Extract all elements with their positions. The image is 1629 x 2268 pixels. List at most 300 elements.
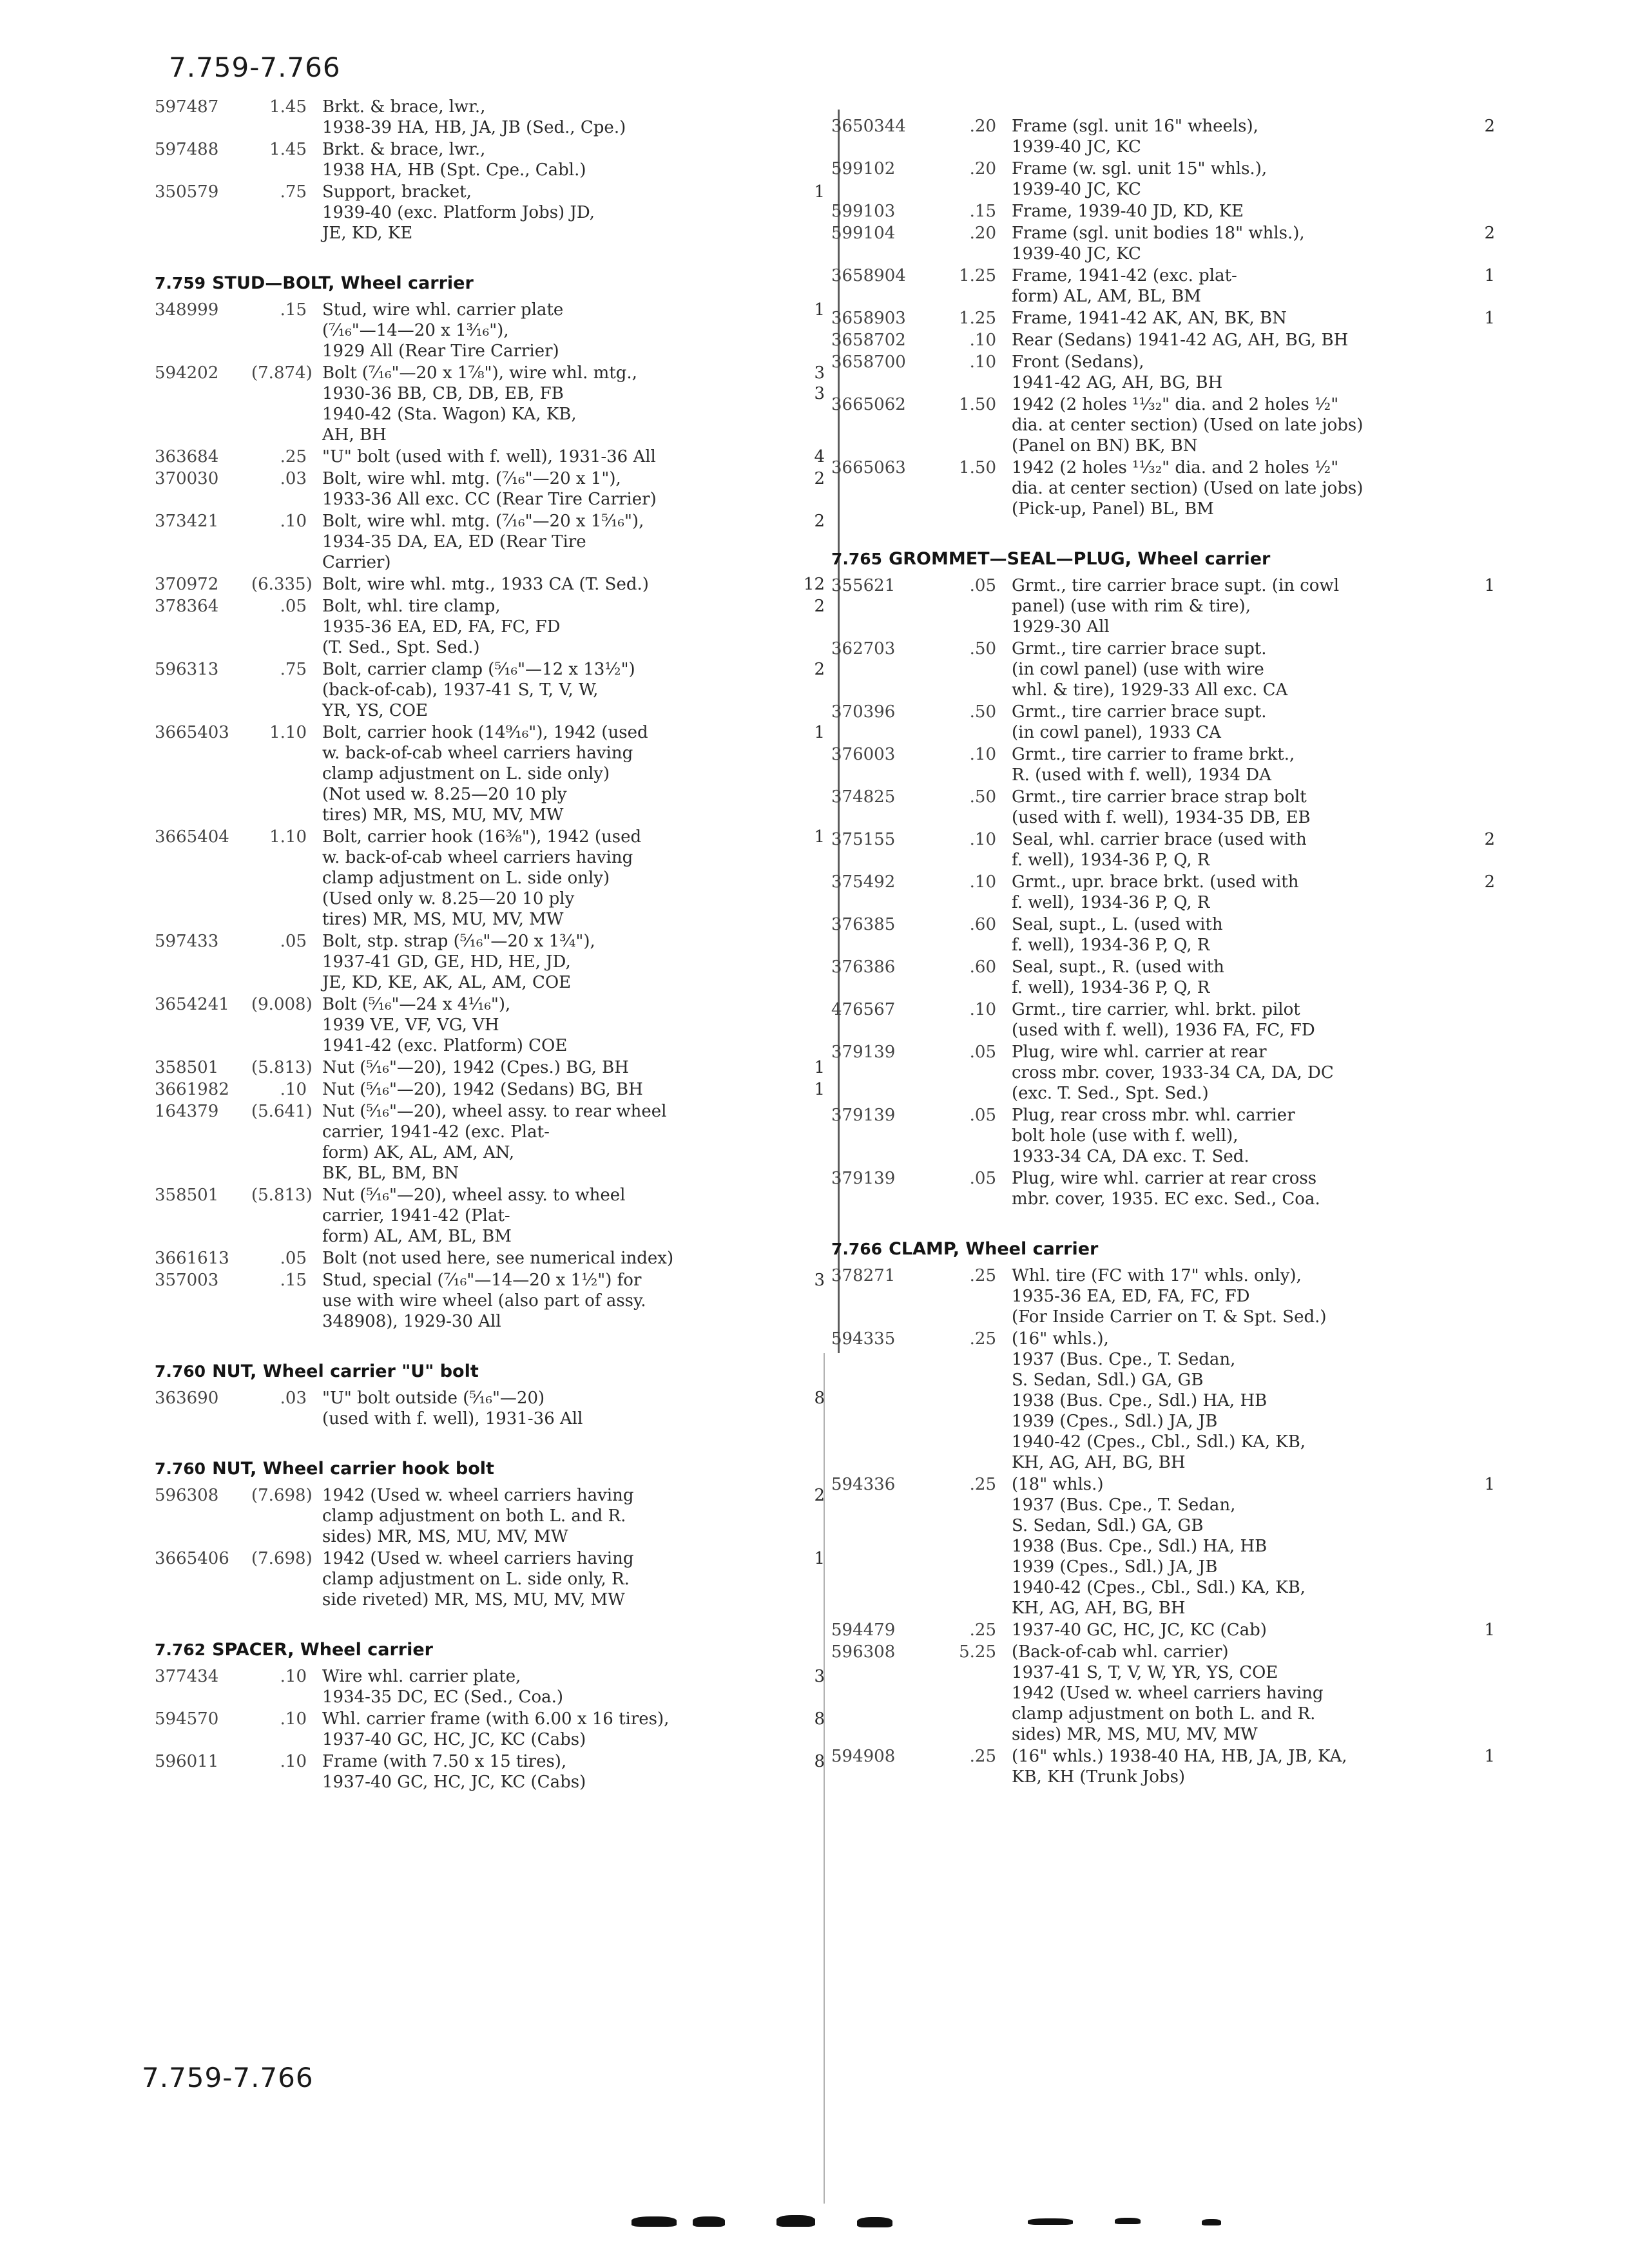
part-description: Frame, 1941-42 (exc. plat- form) AL, AM, BL, BM xyxy=(1012,266,1237,306)
part-price: .25 xyxy=(280,447,307,466)
part-number: 376386 xyxy=(831,957,896,977)
part-description: Brkt. & brace, lwr., 1938 HA, HB (Spt. Cpe., Cabl.) xyxy=(322,140,586,180)
part-quantity xyxy=(1469,1265,1495,1327)
part-description: Grmt., upr. brace brkt. (used with f. well), 1934-36 P, Q, R xyxy=(1012,872,1299,912)
section-heading xyxy=(155,1361,825,1381)
part-quantity xyxy=(1469,1329,1495,1473)
ink-blot xyxy=(1115,2218,1141,2224)
part-number: 594570 xyxy=(155,1709,219,1729)
part-entry xyxy=(155,827,825,930)
part-description: Plug, wire whl. carrier at rear cross mbr. cover, 1935. EC exc. Sed., Coa. xyxy=(1012,1169,1320,1209)
part-price: 1.45 xyxy=(269,97,307,117)
part-quantity: 2 xyxy=(1484,224,1495,243)
part-entry xyxy=(155,139,825,180)
part-entry xyxy=(155,659,825,721)
part-number: 594336 xyxy=(831,1475,896,1494)
part-number: 596308 xyxy=(831,1642,896,1662)
part-number: 3665404 xyxy=(155,827,229,847)
ink-blot xyxy=(1202,2219,1221,2225)
section-heading xyxy=(831,1239,1495,1259)
part-description: Bolt (⁷⁄₁₆"—20 x 1⁷⁄₈"), wire whl. mtg., 1930-36 BB, CB, DB, EB, FB 1940-42 (Sta. Wagon) KA, KB, AH, BH xyxy=(322,363,637,445)
part-number: 376003 xyxy=(831,745,896,764)
part-number: 3661982 xyxy=(155,1080,229,1099)
part-description: Bolt, carrier hook (14⁹⁄₁₆"), 1942 (used w. back-of-cab wheel carriers having clamp adjustment on L. side only) (Not used w. 8.25—20 10 ply tires) MR, MS, MU, MV, MW xyxy=(322,723,648,825)
part-description: Stud, wire whl. carrier plate (⁷⁄₁₆"—14—20 x 1³⁄₁₆"), 1929 All (Rear Tire Carrier) xyxy=(322,300,564,361)
part-number: 599102 xyxy=(831,159,896,178)
part-description: (16" whls.) 1938-40 HA, HB, JA, JB, KA, KB, KH (Trunk Jobs) xyxy=(1012,1747,1347,1787)
part-quantity: 3 xyxy=(814,1271,825,1290)
part-quantity xyxy=(1469,1042,1495,1104)
part-entry xyxy=(831,639,1495,700)
part-price: .05 xyxy=(969,1043,996,1062)
part-quantity xyxy=(802,1248,825,1269)
part-description: Frame, 1939-40 JD, KD, KE xyxy=(1012,202,1244,221)
part-quantity: 1 xyxy=(814,300,825,320)
part-quantity: 1 xyxy=(814,182,825,202)
part-description: "U" bolt (used with f. well), 1931-36 All xyxy=(322,447,656,466)
part-quantity: 1 xyxy=(1484,576,1495,595)
section-title: NUT, Wheel carrier hook bolt xyxy=(212,1459,494,1479)
part-price: 1.25 xyxy=(959,309,996,328)
part-number: 355621 xyxy=(831,576,896,595)
part-quantity xyxy=(1469,957,1495,998)
part-price: 1.45 xyxy=(269,140,307,159)
part-description: 1942 (Used w. wheel carriers having clamp adjustment on L. side only, R. side riveted) MR, MS, MU, MV, MW xyxy=(322,1549,634,1610)
part-price: .10 xyxy=(280,512,307,531)
part-price: .20 xyxy=(969,224,996,243)
part-price: .05 xyxy=(969,1169,996,1188)
part-price: .03 xyxy=(280,469,307,488)
part-quantity: 1 xyxy=(814,723,825,742)
part-price: .20 xyxy=(969,159,996,178)
part-price: .10 xyxy=(280,1709,307,1729)
left-column xyxy=(155,97,825,1794)
part-price: .25 xyxy=(969,1329,996,1349)
part-price: .25 xyxy=(969,1747,996,1766)
part-quantity xyxy=(1469,1105,1495,1167)
part-quantity xyxy=(802,994,825,1056)
part-quantity xyxy=(1469,201,1495,222)
part-description: Grmt., tire carrier brace supt. (in cowl panel) (use with rim & tire), 1929-30 All xyxy=(1012,576,1340,637)
part-price: .10 xyxy=(969,1000,996,1019)
part-entry xyxy=(155,1057,825,1078)
part-quantity: 1 xyxy=(1484,1620,1495,1640)
part-price: .05 xyxy=(280,1249,307,1268)
part-quantity: 8 xyxy=(814,1389,825,1408)
part-description: Plug, wire whl. carrier at rear cross mbr. cover, 1933-34 CA, DA, DC (exc. T. Sed., Spt. Sed.) xyxy=(1012,1043,1334,1103)
part-description: 1937-40 GC, HC, JC, KC (Cab) xyxy=(1012,1620,1267,1640)
part-quantity: 1 xyxy=(1484,266,1495,285)
part-number: 597487 xyxy=(155,97,219,117)
part-entry xyxy=(831,957,1495,998)
part-quantity xyxy=(802,97,825,138)
part-number: 357003 xyxy=(155,1271,219,1290)
part-description: Bolt (⁵⁄₁₆"—24 x 4¹⁄₁₆"), 1939 VE, VF, VG, VH 1941-42 (exc. Platform) COE xyxy=(322,995,568,1055)
part-number: 363684 xyxy=(155,447,219,466)
part-price: .25 xyxy=(969,1266,996,1285)
part-price: .75 xyxy=(280,182,307,202)
part-entry xyxy=(155,722,825,825)
part-quantity xyxy=(1469,394,1495,456)
part-number: 3650344 xyxy=(831,117,906,136)
part-description: (Back-of-cab whl. carrier) 1937-41 S, T, V, W, YR, YS, COE 1942 (Used w. wheel carriers having clamp adjustment on both L. and R. sides) MR, MS, MU, MV, MW xyxy=(1012,1642,1324,1744)
part-entry xyxy=(155,1079,825,1100)
part-entry xyxy=(155,1751,825,1792)
part-entry xyxy=(831,201,1495,222)
part-number: 370396 xyxy=(831,702,896,722)
part-description: Seal, whl. carrier brace (used with f. well), 1934-36 P, Q, R xyxy=(1012,830,1307,870)
part-description: Bolt, carrier hook (16³⁄₈"), 1942 (used w. back-of-cab wheel carriers having clamp adjustment on L. side only) (Used only w. 8.25—20 10 ply tires) MR, MS, MU, MV, MW xyxy=(322,827,642,929)
part-quantity: 1 xyxy=(814,1080,825,1099)
part-number: 3658903 xyxy=(831,309,906,328)
part-quantity: 2 xyxy=(1484,872,1495,892)
part-quantity: 2 xyxy=(1484,830,1495,849)
part-price: .10 xyxy=(280,1752,307,1771)
part-number: 379139 xyxy=(831,1043,896,1062)
part-price: .05 xyxy=(280,597,307,616)
part-entry xyxy=(155,511,825,573)
part-price: .05 xyxy=(969,1106,996,1125)
part-entry xyxy=(831,1042,1495,1104)
part-price: .15 xyxy=(280,1271,307,1290)
part-quantity: 3 3 xyxy=(814,363,825,403)
part-number: 3665406 xyxy=(155,1549,229,1568)
section-number: 7.760 xyxy=(155,1459,206,1478)
part-number: 3665063 xyxy=(831,458,906,477)
part-entry xyxy=(831,159,1495,200)
right-column xyxy=(831,116,1495,1789)
section-number: 7.762 xyxy=(155,1640,206,1659)
part-price: (9.008) xyxy=(251,995,313,1014)
part-number: 370972 xyxy=(155,575,219,594)
part-price: 1.50 xyxy=(959,395,996,414)
part-number: 379139 xyxy=(831,1106,896,1125)
part-price: .05 xyxy=(280,932,307,951)
part-description: Grmt., tire carrier to frame brkt., R. (used with f. well), 1934 DA xyxy=(1012,745,1295,785)
part-description: Frame (sgl. unit bodies 18" whls.), 1939-40 JC, KC xyxy=(1012,224,1305,264)
part-entry xyxy=(831,829,1495,870)
part-price: .20 xyxy=(969,117,996,136)
part-description: (18" whls.) 1937 (Bus. Cpe., T. Sedan, S. Sedan, Sdl.) GA, GB 1938 (Bus. Cpe., Sdl.) HA, HB 1939 (Cpes., Sdl.) JA, JB 1940-42 (Cpes., Cbl., Sdl.) KA, KB, KH, AG, AH, BG, BH xyxy=(1012,1475,1306,1618)
part-price: (5.813) xyxy=(251,1058,313,1077)
part-description: Seal, supt., L. (used with f. well), 1934-36 P, Q, R xyxy=(1012,915,1223,955)
part-entry xyxy=(831,1746,1495,1787)
part-quantity: 2 xyxy=(814,469,825,488)
part-quantity xyxy=(1469,787,1495,828)
part-number: 594335 xyxy=(831,1329,896,1349)
part-quantity xyxy=(1469,159,1495,200)
part-quantity: 1 xyxy=(1484,309,1495,328)
part-entry xyxy=(831,914,1495,956)
part-entry xyxy=(155,1270,825,1332)
part-price: (7.874) xyxy=(251,363,313,383)
part-number: 378271 xyxy=(831,1266,896,1285)
section-title: SPACER, Wheel carrier xyxy=(212,1640,433,1660)
part-number: 377434 xyxy=(155,1667,219,1686)
part-price: (7.698) xyxy=(251,1549,313,1568)
part-quantity: 2 xyxy=(814,512,825,531)
part-description: Grmt., tire carrier, whl. brkt. pilot (used with f. well), 1936 FA, FC, FD xyxy=(1012,1000,1315,1040)
part-description: Bolt (not used here, see numerical index) xyxy=(322,1249,674,1268)
ink-blot xyxy=(857,2217,892,2227)
part-entry xyxy=(831,330,1495,351)
part-quantity xyxy=(1469,914,1495,956)
part-price: .05 xyxy=(969,576,996,595)
part-entry xyxy=(831,223,1495,264)
part-description: Bolt, wire whl. mtg. (⁷⁄₁₆"—20 x 1"), 1933-36 All exc. CC (Rear Tire Carrier) xyxy=(322,469,657,509)
part-number: 3665403 xyxy=(155,723,229,742)
part-description: Frame (sgl. unit 16" wheels), 1939-40 JC, KC xyxy=(1012,117,1258,157)
section-title: GROMMET—SEAL—PLUG, Wheel carrier xyxy=(889,549,1271,569)
part-entry xyxy=(831,1642,1495,1745)
part-number: 594479 xyxy=(831,1620,896,1640)
part-description: 1942 (Used w. wheel carriers having clamp adjustment on both L. and R. sides) MR, MS, MU, MV, MW xyxy=(322,1486,634,1546)
part-entry xyxy=(155,468,825,510)
part-quantity: 2 xyxy=(814,1486,825,1505)
part-price: .10 xyxy=(280,1080,307,1099)
part-quantity xyxy=(802,139,825,180)
part-number: 363690 xyxy=(155,1389,219,1408)
part-description: Brkt. & brace, lwr., 1938-39 HA, HB, JA, JB (Sed., Cpe.) xyxy=(322,97,626,137)
part-entry xyxy=(155,363,825,445)
part-number: 376385 xyxy=(831,915,896,934)
part-price: 1.25 xyxy=(959,266,996,285)
part-price: .50 xyxy=(969,702,996,722)
part-number: 596313 xyxy=(155,660,219,679)
part-description: Front (Sedans), 1941-42 AG, AH, BG, BH xyxy=(1012,352,1223,392)
part-entry xyxy=(831,1474,1495,1619)
ink-blot xyxy=(776,2215,815,2227)
part-description: Bolt, carrier clamp (⁵⁄₁₆"—12 x 13¹⁄₂") (back-of-cab), 1937-41 S, T, V, W, YR, YS, COE xyxy=(322,660,635,720)
part-description: Whl. tire (FC with 17" whls. only), 1935-36 EA, ED, FA, FC, FD (For Inside Carrier on T. & Spt. Sed.) xyxy=(1012,1266,1327,1327)
part-quantity xyxy=(1469,639,1495,700)
part-description: 1942 (2 holes ¹¹⁄₃₂" dia. and 2 holes ¹⁄₂" dia. at center section) (Used on late jobs) (Pick-up, Panel) BL, BM xyxy=(1012,458,1364,519)
section-title: STUD—BOLT, Wheel carrier xyxy=(212,273,474,293)
part-number: 375155 xyxy=(831,830,896,849)
part-description: Grmt., tire carrier brace strap bolt (used with f. well), 1934-35 DB, EB xyxy=(1012,787,1311,827)
part-entry xyxy=(155,1666,825,1707)
part-description: Bolt, stp. strap (⁵⁄₁₆"—20 x 1³⁄₄"), 1937-41 GD, GE, HD, HE, JD, JE, KD, KE, AK, AL, AM, COE xyxy=(322,932,595,992)
part-description: Nut (⁵⁄₁₆"—20), wheel assy. to rear wheel carrier, 1941-42 (exc. Plat- form) AK, AL, AM, AN, BK, BL, BM, BN xyxy=(322,1102,667,1183)
part-number: 596308 xyxy=(155,1486,219,1505)
ink-blot xyxy=(1028,2218,1073,2225)
part-price: (7.698) xyxy=(251,1486,313,1505)
part-quantity xyxy=(802,1185,825,1247)
part-price: .10 xyxy=(969,352,996,372)
part-price: 1.10 xyxy=(269,827,307,847)
part-price: (6.335) xyxy=(251,575,313,594)
part-quantity: 8 xyxy=(814,1752,825,1771)
part-number: 3665062 xyxy=(831,395,906,414)
part-quantity: 12 xyxy=(803,575,825,594)
part-description: Grmt., tire carrier brace supt. (in cowl panel), 1933 CA xyxy=(1012,702,1267,742)
part-entry xyxy=(155,931,825,993)
part-number: 599103 xyxy=(831,202,896,221)
part-description: Whl. carrier frame (with 6.00 x 16 tires), 1937-40 GC, HC, JC, KC (Cabs) xyxy=(322,1709,670,1749)
part-description: Stud, special (⁷⁄₁₆"—14—20 x 1¹⁄₂") for use with wire wheel (also part of assy. 348908), 1929-30 All xyxy=(322,1271,646,1331)
part-number: 164379 xyxy=(155,1102,219,1121)
part-entry xyxy=(155,1101,825,1184)
part-description: Nut (⁵⁄₁₆"—20), 1942 (Sedans) BG, BH xyxy=(322,1080,643,1099)
part-number: 596011 xyxy=(155,1752,219,1771)
section-number: 7.765 xyxy=(831,550,883,568)
section-heading xyxy=(831,549,1495,569)
part-entry xyxy=(831,352,1495,393)
part-description: Frame (with 7.50 x 15 tires), 1937-40 GC, HC, JC, KC (Cabs) xyxy=(322,1752,586,1792)
page-footer: 7.759-7.766 xyxy=(142,2062,314,2093)
part-number: 358501 xyxy=(155,1058,219,1077)
part-description: (16" whls.), 1937 (Bus. Cpe., T. Sedan, S. Sedan, Sdl.) GA, GB 1938 (Bus. Cpe., Sdl.) HA, HB 1939 (Cpes., Sdl.) JA, JB 1940-42 (Cpes., Cbl., Sdl.) KA, KB, KH, AG, AH, BG, BH xyxy=(1012,1329,1306,1472)
part-price: .10 xyxy=(969,830,996,849)
part-quantity xyxy=(1469,1168,1495,1209)
part-number: 599104 xyxy=(831,224,896,243)
part-quantity xyxy=(1469,330,1495,351)
part-entry xyxy=(831,1105,1495,1167)
ink-blot xyxy=(631,2216,677,2227)
part-description: Wire whl. carrier plate, 1934-35 DC, EC (Sed., Coa.) xyxy=(322,1667,564,1707)
part-entry xyxy=(831,1329,1495,1473)
part-quantity: 1 xyxy=(1484,1475,1495,1494)
part-quantity xyxy=(1469,999,1495,1041)
part-number: 370030 xyxy=(155,469,219,488)
part-price: .60 xyxy=(969,957,996,977)
part-entry xyxy=(155,182,825,244)
part-entry xyxy=(155,300,825,361)
part-entry xyxy=(155,1248,825,1269)
part-price: .75 xyxy=(280,660,307,679)
part-description: Frame (w. sgl. unit 15" whls.), 1939-40 JC, KC xyxy=(1012,159,1268,199)
part-entry xyxy=(831,457,1495,519)
part-number: 378364 xyxy=(155,597,219,616)
part-quantity xyxy=(1469,744,1495,785)
part-price: .25 xyxy=(969,1620,996,1640)
part-number: 362703 xyxy=(831,639,896,658)
part-price: .50 xyxy=(969,639,996,658)
part-price: .25 xyxy=(969,1475,996,1494)
part-entry xyxy=(831,265,1495,307)
part-quantity: 2 xyxy=(814,660,825,679)
part-description: Seal, supt., R. (used with f. well), 1934-36 P, Q, R xyxy=(1012,957,1224,997)
section-heading xyxy=(155,1459,825,1479)
part-quantity: 8 xyxy=(814,1709,825,1729)
part-description: Bolt, whl. tire clamp, 1935-36 EA, ED, FA, FC, FD (T. Sed., Spt. Sed.) xyxy=(322,597,561,657)
part-entry xyxy=(155,574,825,595)
part-number: 348999 xyxy=(155,300,219,320)
part-number: 379139 xyxy=(831,1169,896,1188)
part-price: 1.10 xyxy=(269,723,307,742)
part-description: Plug, rear cross mbr. whl. carrier bolt hole (use with f. well), 1933-34 CA, DA exc. T. Sed. xyxy=(1012,1106,1295,1166)
part-price: .10 xyxy=(969,745,996,764)
section-number: 7.760 xyxy=(155,1362,206,1381)
part-price: .10 xyxy=(280,1667,307,1686)
part-description: "U" bolt outside (⁵⁄₁₆"—20) (used with f. well), 1931-36 All xyxy=(322,1389,583,1428)
part-entry xyxy=(155,994,825,1056)
part-quantity: 4 xyxy=(814,447,825,466)
section-heading xyxy=(155,273,825,293)
part-quantity: 1 xyxy=(814,1549,825,1568)
part-entry xyxy=(155,447,825,467)
part-entry xyxy=(831,575,1495,637)
part-quantity xyxy=(1469,457,1495,519)
part-description: Nut (⁵⁄₁₆"—20), wheel assy. to wheel carrier, 1941-42 (Plat- form) AL, AM, BL, BM xyxy=(322,1186,626,1246)
part-quantity: 1 xyxy=(814,1058,825,1077)
part-entry xyxy=(155,1548,825,1610)
part-entry xyxy=(831,744,1495,785)
part-entry xyxy=(155,596,825,658)
part-quantity: 2 xyxy=(814,597,825,616)
part-quantity: 1 xyxy=(814,827,825,847)
part-quantity xyxy=(802,931,825,993)
part-quantity xyxy=(1469,702,1495,743)
section-title: NUT, Wheel carrier "U" bolt xyxy=(212,1361,479,1381)
section-title: CLAMP, Wheel carrier xyxy=(889,1239,1099,1259)
part-quantity xyxy=(1469,1642,1495,1745)
part-number: 597433 xyxy=(155,932,219,951)
part-quantity xyxy=(802,1101,825,1184)
part-number: 3658700 xyxy=(831,352,906,372)
part-description: Bolt, wire whl. mtg., 1933 CA (T. Sed.) xyxy=(322,575,649,594)
part-entry xyxy=(831,702,1495,743)
part-description: Nut (⁵⁄₁₆"—20), 1942 (Cpes.) BG, BH xyxy=(322,1058,629,1077)
part-number: 3654241 xyxy=(155,995,229,1014)
ink-blot xyxy=(693,2216,725,2227)
part-price: .15 xyxy=(280,300,307,320)
part-entry xyxy=(831,999,1495,1041)
section-heading xyxy=(155,1640,825,1660)
part-price: 5.25 xyxy=(959,1642,996,1662)
part-price: 1.50 xyxy=(959,458,996,477)
part-number: 373421 xyxy=(155,512,219,531)
part-price: .10 xyxy=(969,872,996,892)
part-price: .15 xyxy=(969,202,996,221)
section-number: 7.759 xyxy=(155,274,206,293)
part-entry xyxy=(831,116,1495,157)
part-number: 594908 xyxy=(831,1747,896,1766)
part-number: 358501 xyxy=(155,1186,219,1205)
part-number: 594202 xyxy=(155,363,219,383)
part-entry xyxy=(831,308,1495,329)
part-entry xyxy=(831,872,1495,913)
part-entry xyxy=(831,394,1495,456)
part-number: 597488 xyxy=(155,140,219,159)
part-quantity: 2 xyxy=(1484,117,1495,136)
part-description: 1942 (2 holes ¹¹⁄₃₂" dia. and 2 holes ¹⁄₂" dia. at center section) (Used on late jobs) (Panel on BN) BK, BN xyxy=(1012,395,1364,456)
part-quantity: 3 xyxy=(814,1667,825,1686)
part-number: 350579 xyxy=(155,182,219,202)
part-price: (5.641) xyxy=(251,1102,313,1121)
part-number: 374825 xyxy=(831,787,896,807)
section-number: 7.766 xyxy=(831,1240,883,1258)
part-price: .03 xyxy=(280,1389,307,1408)
part-entry xyxy=(831,1265,1495,1327)
part-entry xyxy=(155,1388,825,1429)
part-quantity xyxy=(1469,352,1495,393)
part-price: .60 xyxy=(969,915,996,934)
part-number: 476567 xyxy=(831,1000,896,1019)
part-description: Bolt, wire whl. mtg. (⁷⁄₁₆"—20 x 1⁵⁄₁₆"), 1934-35 DA, EA, ED (Rear Tire Carrier) xyxy=(322,512,644,572)
part-entry xyxy=(831,1168,1495,1209)
part-number: 375492 xyxy=(831,872,896,892)
part-description: Grmt., tire carrier brace supt. (in cowl panel) (use with wire whl. & tire), 1929-33 All exc. CA xyxy=(1012,639,1288,700)
part-entry xyxy=(155,1709,825,1750)
part-description: Support, bracket, 1939-40 (exc. Platform Jobs) JD, JE, KD, KE xyxy=(322,182,595,243)
part-entry xyxy=(155,1485,825,1547)
part-number: 3658702 xyxy=(831,331,906,350)
part-number: 3658904 xyxy=(831,266,906,285)
part-price: .50 xyxy=(969,787,996,807)
part-price: (5.813) xyxy=(251,1186,313,1205)
part-entry xyxy=(155,1185,825,1247)
